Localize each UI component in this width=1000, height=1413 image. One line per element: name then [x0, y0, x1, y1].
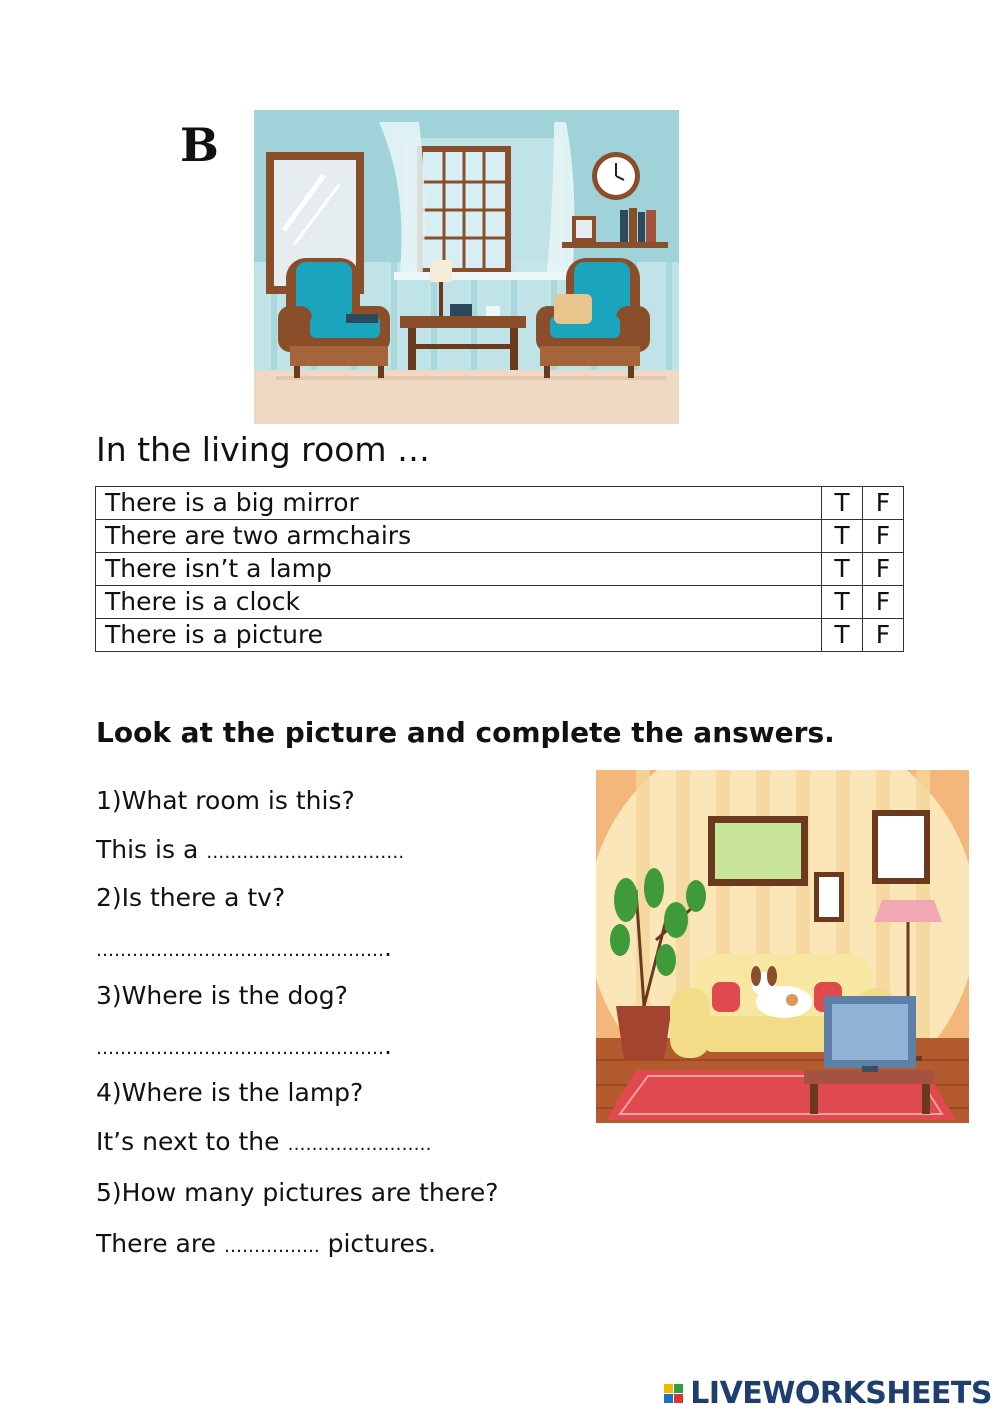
true-option[interactable]: T	[822, 619, 863, 652]
true-option[interactable]: T	[822, 553, 863, 586]
intro-heading: In the living room …	[96, 430, 431, 469]
answer-prefix: This is a	[96, 835, 207, 864]
false-option[interactable]: F	[863, 487, 904, 520]
false-option[interactable]: F	[863, 619, 904, 652]
true-option[interactable]: T	[822, 487, 863, 520]
true-option[interactable]: T	[822, 520, 863, 553]
question-1: 1)What room is this?	[96, 786, 355, 815]
question-5: 5)How many pictures are there?	[96, 1178, 499, 1207]
living-room-sofa-illustration	[596, 770, 969, 1123]
statement-cell: There isn’t a lamp	[96, 553, 822, 586]
statement-cell: There is a picture	[96, 619, 822, 652]
question-2: 2)Is there a tv?	[96, 883, 286, 912]
instruction-heading: Look at the picture and complete the answers.	[96, 716, 835, 749]
answer-blank[interactable]: …………………………………………	[96, 940, 384, 961]
answer-line-3	[96, 1031, 392, 1060]
tv-shape	[824, 996, 916, 1072]
answer-suffix: .	[384, 1031, 392, 1060]
section-letter: B	[180, 118, 216, 172]
answer-blank[interactable]: …………….	[223, 1236, 320, 1257]
answer-line-1	[96, 835, 404, 864]
table-row	[96, 553, 904, 586]
question-3: 3)Where is the dog?	[96, 981, 348, 1010]
true-false-table	[95, 486, 904, 652]
table-row	[96, 520, 904, 553]
answer-blank[interactable]: ……………………………	[206, 842, 405, 863]
answer-line-4	[96, 1127, 431, 1156]
table-row	[96, 619, 904, 652]
liveworksheets-icon	[664, 1382, 690, 1406]
answer-prefix: There are	[96, 1229, 224, 1258]
answer-suffix: .	[384, 933, 392, 962]
statement-cell: There are two armchairs	[96, 520, 822, 553]
logo-text: LIVEWORKSHEETS	[690, 1376, 992, 1411]
statement-cell: There is a big mirror	[96, 487, 822, 520]
false-option[interactable]: F	[863, 586, 904, 619]
true-option[interactable]: T	[822, 586, 863, 619]
answer-blank[interactable]: ……………………	[287, 1134, 432, 1155]
question-4: 4)Where is the lamp?	[96, 1078, 364, 1107]
liveworksheets-logo	[664, 1376, 992, 1411]
false-option[interactable]: F	[863, 520, 904, 553]
answer-line-5	[96, 1229, 436, 1258]
answer-prefix: It’s next to the	[96, 1127, 288, 1156]
statement-cell: There is a clock	[96, 586, 822, 619]
false-option[interactable]: F	[863, 553, 904, 586]
living-room-armchairs-illustration	[254, 110, 679, 424]
answer-suffix: pictures.	[319, 1229, 436, 1258]
table-row	[96, 487, 904, 520]
table-row	[96, 586, 904, 619]
answer-line-2	[96, 933, 392, 962]
answer-blank[interactable]: …………………………………………	[96, 1038, 384, 1059]
